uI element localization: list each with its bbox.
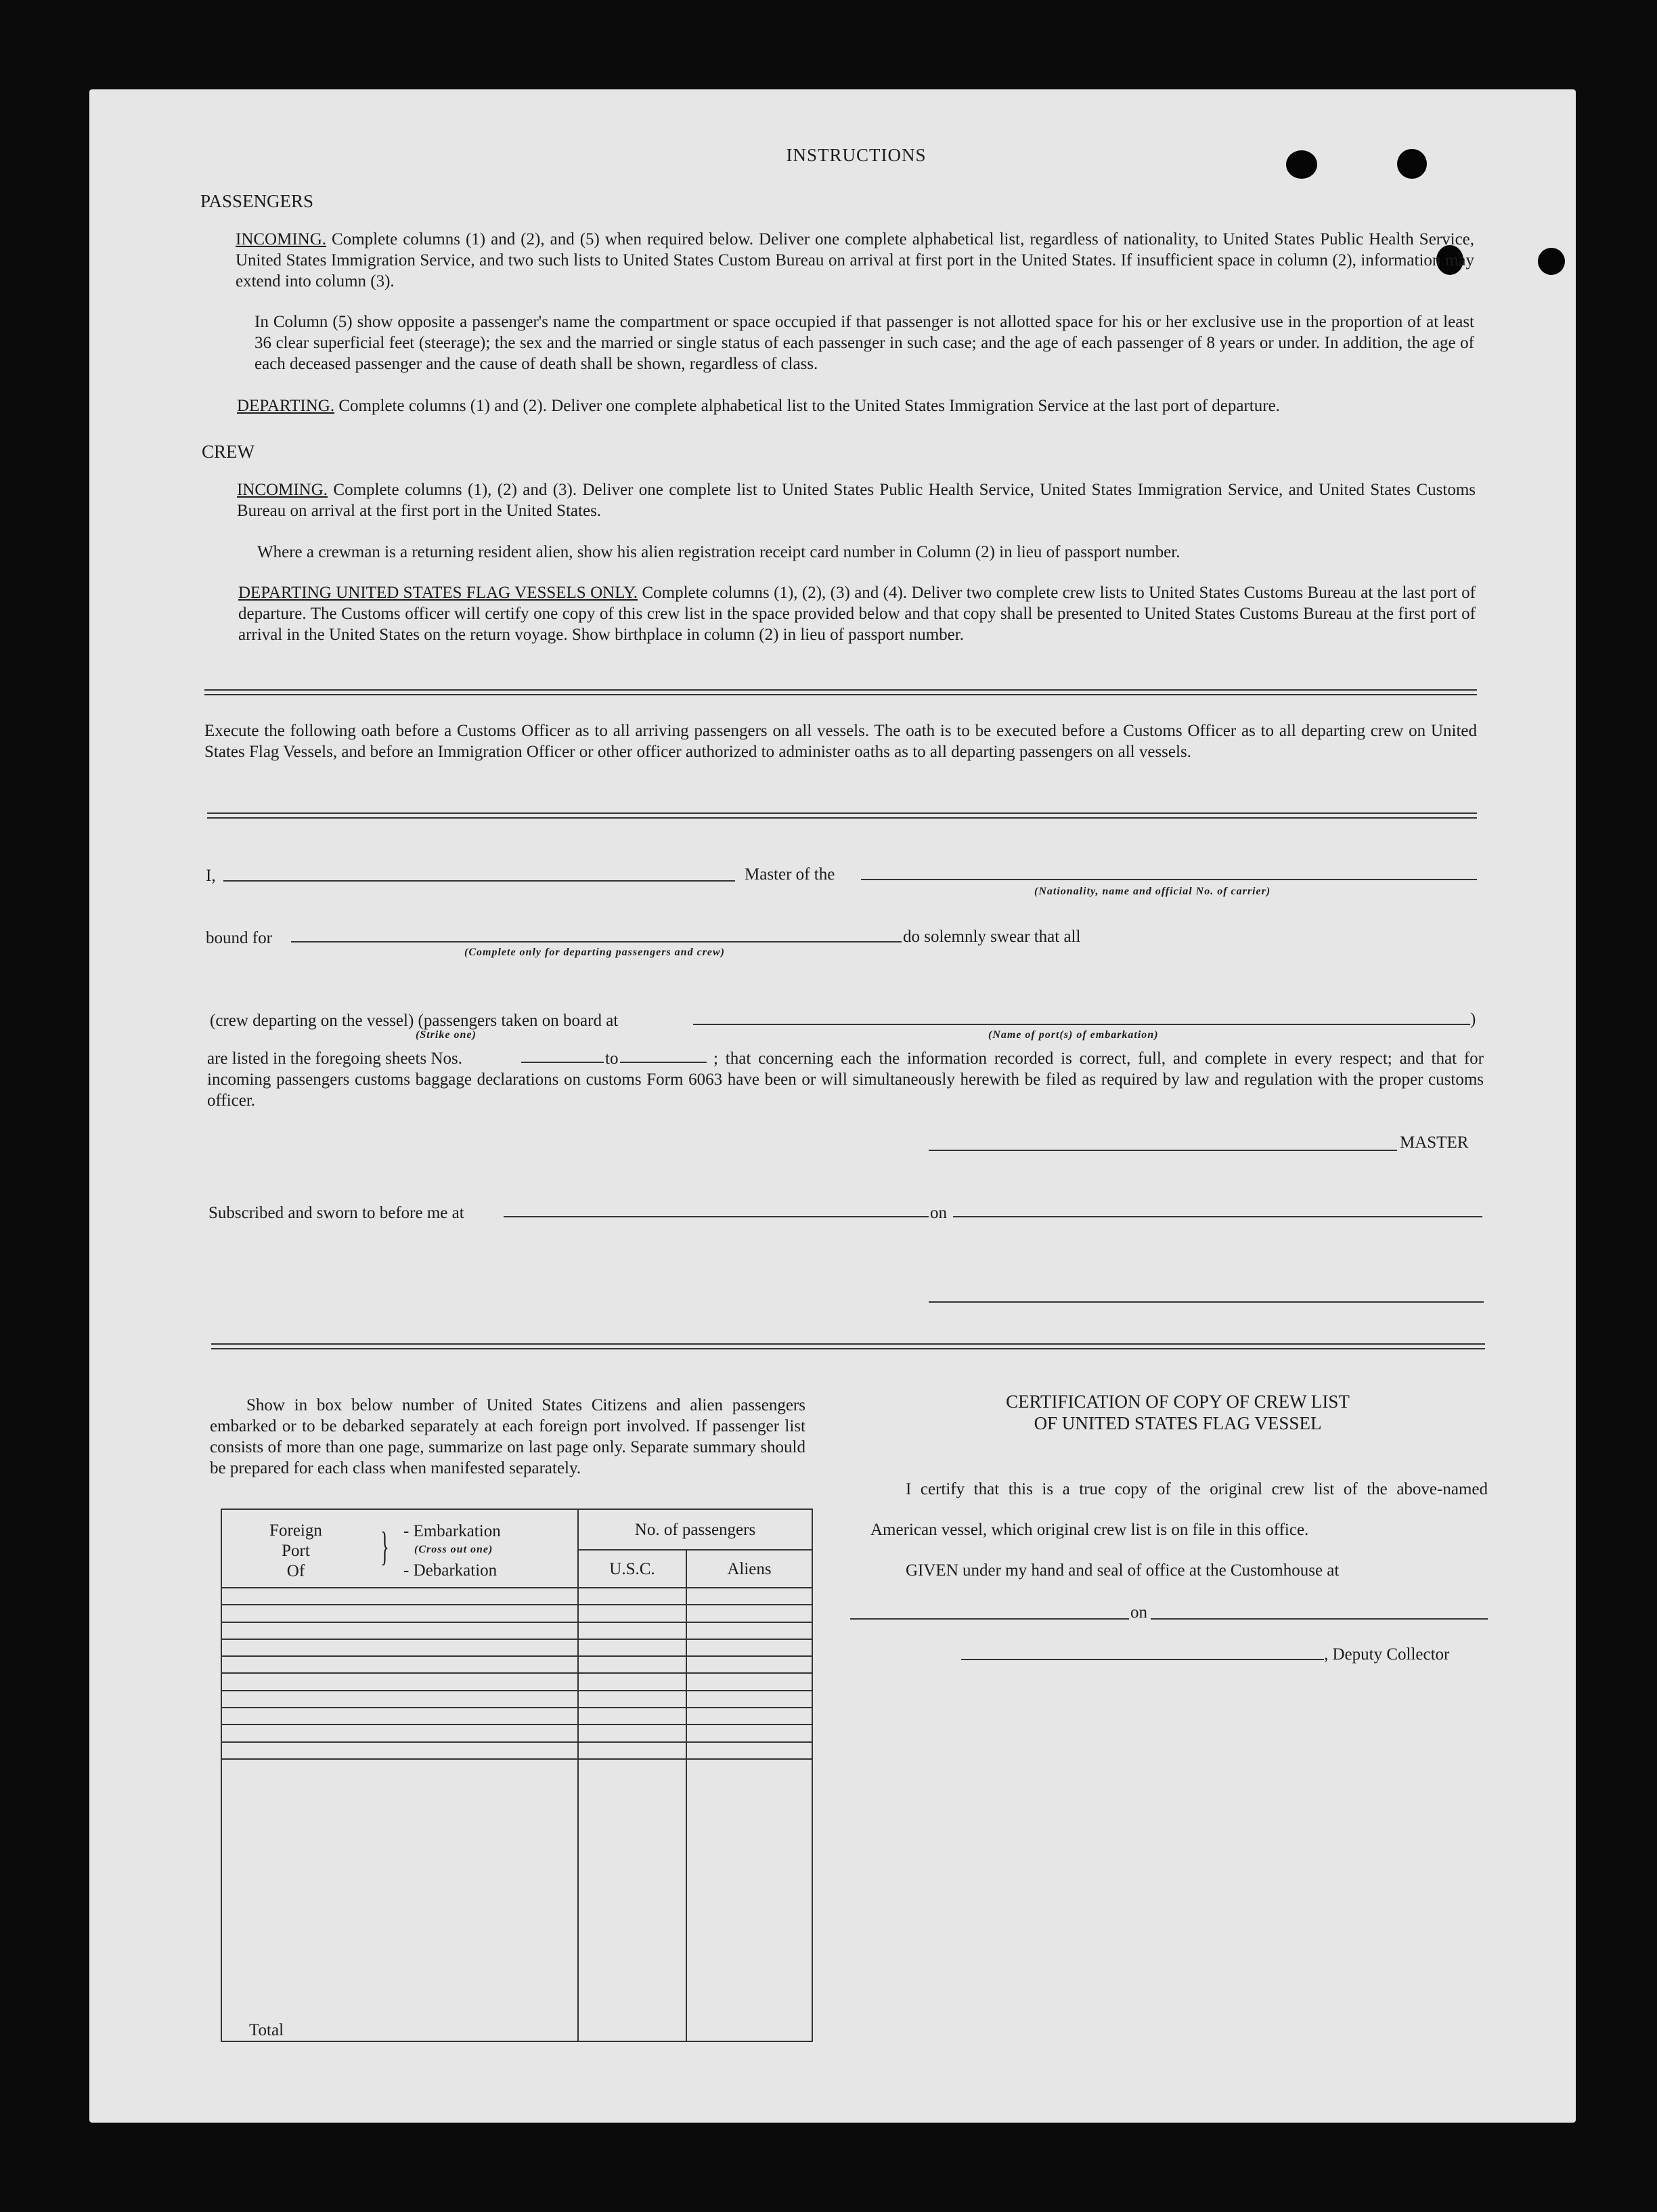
crew-resident-paragraph: Where a crewman is a returning resident alien, show his alien registration receipt card number in Column (2) in lieu of passport number. xyxy=(257,543,1180,561)
passengers-heading: PASSENGERS xyxy=(200,191,314,211)
usc-cell[interactable] xyxy=(578,1742,686,1759)
master-of-the-label: Master of the xyxy=(745,865,835,884)
subscribed-label: Subscribed and sworn to before me at xyxy=(208,1204,464,1222)
port-cell[interactable] xyxy=(221,1691,578,1708)
usc-cell[interactable] xyxy=(578,1605,686,1622)
table-row xyxy=(221,1725,812,1741)
sheets-label: are listed in the foregoing sheets Nos. xyxy=(207,1049,462,1068)
usc-cell[interactable] xyxy=(578,1639,686,1656)
certify-line-1: I certify that this is a true copy of the original crew list of the above-named xyxy=(906,1480,1488,1498)
certification-title-line1: CERTIFICATION OF COPY OF CREW LIST xyxy=(1006,1391,1350,1412)
port-cell[interactable] xyxy=(221,1656,578,1673)
port-cell[interactable] xyxy=(221,1725,578,1741)
crew-incoming-paragraph xyxy=(237,479,1476,521)
deputy-signature-field[interactable] xyxy=(961,1659,1324,1660)
port-cell[interactable] xyxy=(221,1605,578,1622)
embarkation-ports-note: (Name of port(s) of embarkation) xyxy=(988,1029,1159,1041)
swear-label: do solemnly swear that all xyxy=(903,928,1081,946)
crew-passengers-label: (crew departing on the vessel) (passengers taken on board at xyxy=(210,1012,619,1030)
aliens-cell[interactable] xyxy=(686,1622,812,1639)
no-of-passengers-header: No. of passengers xyxy=(578,1509,812,1550)
usc-cell[interactable] xyxy=(578,1622,686,1639)
port-header-cell xyxy=(221,1509,578,1588)
section-divider xyxy=(207,812,1477,819)
summary-instructions: Show in box below number of United States Citizens and alien passengers embarked or to be debarked separately at each foreign port involved. If passenger list consists of more than one page, summarize on last page only. Separate summary should be prepared for each class when manifested separately. xyxy=(210,1396,805,1477)
crew-departing-text: Complete columns (1), (2), (3) and (4). Deliver two complete crew lists to United States Customs Bureau at the last port of departure. The Customs officer will certify one copy of this crew list in the space provided below and that copy shall be presented to United States Customs Bureau at the first port of arrival in the United States on the return voyage. Show birthplace in column (2) in lieu of passport number. xyxy=(238,584,1476,644)
table-row xyxy=(221,1622,812,1639)
passengers-incoming-label: INCOMING. xyxy=(236,230,327,248)
master-signature-field[interactable] xyxy=(929,1150,1397,1151)
passengers-departing-paragraph xyxy=(237,395,1476,416)
passenger-summary-table xyxy=(221,1509,813,2042)
aliens-cell[interactable] xyxy=(686,1673,812,1690)
certification-title-line2: OF UNITED STATES FLAG VESSEL xyxy=(1034,1413,1322,1433)
master-label: MASTER xyxy=(1400,1133,1469,1152)
deputy-collector-label: , Deputy Collector xyxy=(1324,1645,1450,1664)
passengers-departing-text: Complete columns (1) and (2). Deliver one complete alphabetical list to the United States Immigration Service at the last port of departure. xyxy=(338,397,1280,415)
bound-for-note: (Complete only for departing passengers and crew) xyxy=(464,947,725,958)
port-cell[interactable] xyxy=(221,1742,578,1759)
table-row xyxy=(221,1588,812,1605)
usc-cell[interactable] xyxy=(578,1725,686,1741)
usc-cell[interactable] xyxy=(578,1588,686,1605)
usc-cell[interactable] xyxy=(578,1691,686,1708)
aliens-cell[interactable] xyxy=(686,1742,812,1759)
section-divider xyxy=(211,1343,1485,1349)
crew-incoming-label: INCOMING. xyxy=(237,481,328,499)
bound-for-field[interactable] xyxy=(291,941,902,942)
table-row xyxy=(221,1656,812,1673)
certification-on-label: on xyxy=(1130,1603,1147,1622)
sworn-date-field[interactable] xyxy=(953,1216,1482,1217)
usc-cell[interactable] xyxy=(578,1673,686,1690)
total-label: Total xyxy=(221,1759,578,2041)
crew-heading: CREW xyxy=(202,441,255,462)
master-name-field[interactable] xyxy=(223,880,735,882)
table-row xyxy=(221,1639,812,1656)
aliens-cell[interactable] xyxy=(686,1708,812,1725)
port-cell[interactable] xyxy=(221,1673,578,1690)
table-row xyxy=(221,1708,812,1725)
table-row xyxy=(221,1691,812,1708)
aliens-cell[interactable] xyxy=(686,1725,812,1741)
port-label: Port xyxy=(282,1542,310,1560)
table-row xyxy=(221,1605,812,1622)
usc-cell[interactable] xyxy=(578,1708,686,1725)
page-title: INSTRUCTIONS xyxy=(786,145,927,165)
passengers-departing-label: DEPARTING. xyxy=(237,397,335,415)
given-line: GIVEN under my hand and seal of office at the Customhouse at xyxy=(906,1561,1340,1580)
aliens-total-cell[interactable] xyxy=(686,1759,812,2041)
oath-certification-text: ; that concerning each the information recorded is correct, full, and complete in every respect; and that for incoming passengers customs baggage declarations on customs Form 6063 have been or will simultaneously herewith be filed as required by law and regulation with the proper customs officer. xyxy=(207,1049,1484,1110)
port-cell[interactable] xyxy=(221,1622,578,1639)
certification-title xyxy=(880,1391,1476,1434)
sheets-to-label: to xyxy=(605,1049,619,1068)
total-row xyxy=(221,1759,812,2041)
aliens-header: Aliens xyxy=(686,1550,812,1588)
passengers-column5-paragraph: In Column (5) show opposite a passenger's name the compartment or space occupied if that passenger is not allotted space for his or her exclusive use in the proportion of at least 36 clear superficial feet (steerage); the sex and the married or single status of each passenger in such case; and the age of each passenger of 8 years or under. In addition, the age of each deceased passenger and the cause of death shall be shown, regardless of class. xyxy=(255,313,1474,373)
cross-out-note: (Cross out one) xyxy=(414,1544,493,1555)
crew-incoming-text: Complete columns (1), (2) and (3). Deliver one complete list to United States Public Health Service, United States Immigration Service, and United States Customs Bureau on arrival at the first port in the United States. xyxy=(237,481,1476,520)
vessel-field-note: (Nationality, name and official No. of carrier) xyxy=(1034,886,1271,897)
crew-departing-label: DEPARTING UNITED STATES FLAG VESSELS ONLY. xyxy=(238,584,638,602)
punch-hole xyxy=(1397,149,1427,179)
usc-total-cell[interactable] xyxy=(578,1759,686,2041)
usc-cell[interactable] xyxy=(578,1656,686,1673)
of-label: Of xyxy=(286,1562,305,1580)
embarkation-label: - Embarkation xyxy=(403,1522,501,1540)
aliens-cell[interactable] xyxy=(686,1691,812,1708)
port-cell[interactable] xyxy=(221,1588,578,1605)
port-cell[interactable] xyxy=(221,1639,578,1656)
aliens-cell[interactable] xyxy=(686,1605,812,1622)
table-row xyxy=(221,1673,812,1690)
oath-i-label: I, xyxy=(206,867,216,885)
debarkation-label: - Debarkation xyxy=(403,1561,498,1580)
officer-signature-field[interactable] xyxy=(929,1301,1484,1303)
passengers-incoming-text: Complete columns (1) and (2), and (5) when required below. Deliver one complete alphabetical list, regardless of nationality, to United States Public Health Service, United States Immigration Service, and two such lists to United States Custom Bureau on arrival at first port in the United States. If insufficient space in column (2), information may extend into column (3). xyxy=(236,230,1475,290)
table-row xyxy=(221,1742,812,1759)
port-cell[interactable] xyxy=(221,1708,578,1725)
embarkation-ports-field[interactable] xyxy=(693,1024,1470,1025)
foreign-label: Foreign xyxy=(269,1521,322,1540)
passengers-incoming-paragraph xyxy=(236,229,1474,292)
aliens-cell[interactable] xyxy=(686,1656,812,1673)
punch-hole xyxy=(1538,248,1565,275)
certify-line-2: American vessel, which original crew list is on file in this office. xyxy=(870,1521,1309,1539)
sworn-place-field[interactable] xyxy=(504,1216,929,1217)
brace-symbol: } xyxy=(380,1524,389,1569)
punch-hole xyxy=(1286,150,1317,179)
foreign-port-of xyxy=(222,1521,370,1582)
customhouse-field[interactable] xyxy=(850,1618,1129,1620)
crew-departing-paragraph xyxy=(238,582,1476,645)
section-divider xyxy=(204,689,1477,695)
sworn-on-label: on xyxy=(930,1204,947,1222)
certification-date-field[interactable] xyxy=(1151,1618,1488,1620)
usc-header: U.S.C. xyxy=(578,1550,686,1588)
close-paren: ) xyxy=(1470,1010,1476,1028)
bound-for-label: bound for xyxy=(206,929,272,947)
strike-one-note: (Strike one) xyxy=(416,1029,477,1041)
oath-intro-paragraph: Execute the following oath before a Customs Officer as to all arriving passengers on all vessels. The oath is to be executed before a Customs Officer as to all departing crew on United States Flag Vessels, and before an Immigration Officer or other officer authorized to administer oaths as to all departing passengers on all vessels. xyxy=(204,722,1477,761)
vessel-field[interactable] xyxy=(861,879,1477,880)
aliens-cell[interactable] xyxy=(686,1588,812,1605)
aliens-cell[interactable] xyxy=(686,1639,812,1656)
